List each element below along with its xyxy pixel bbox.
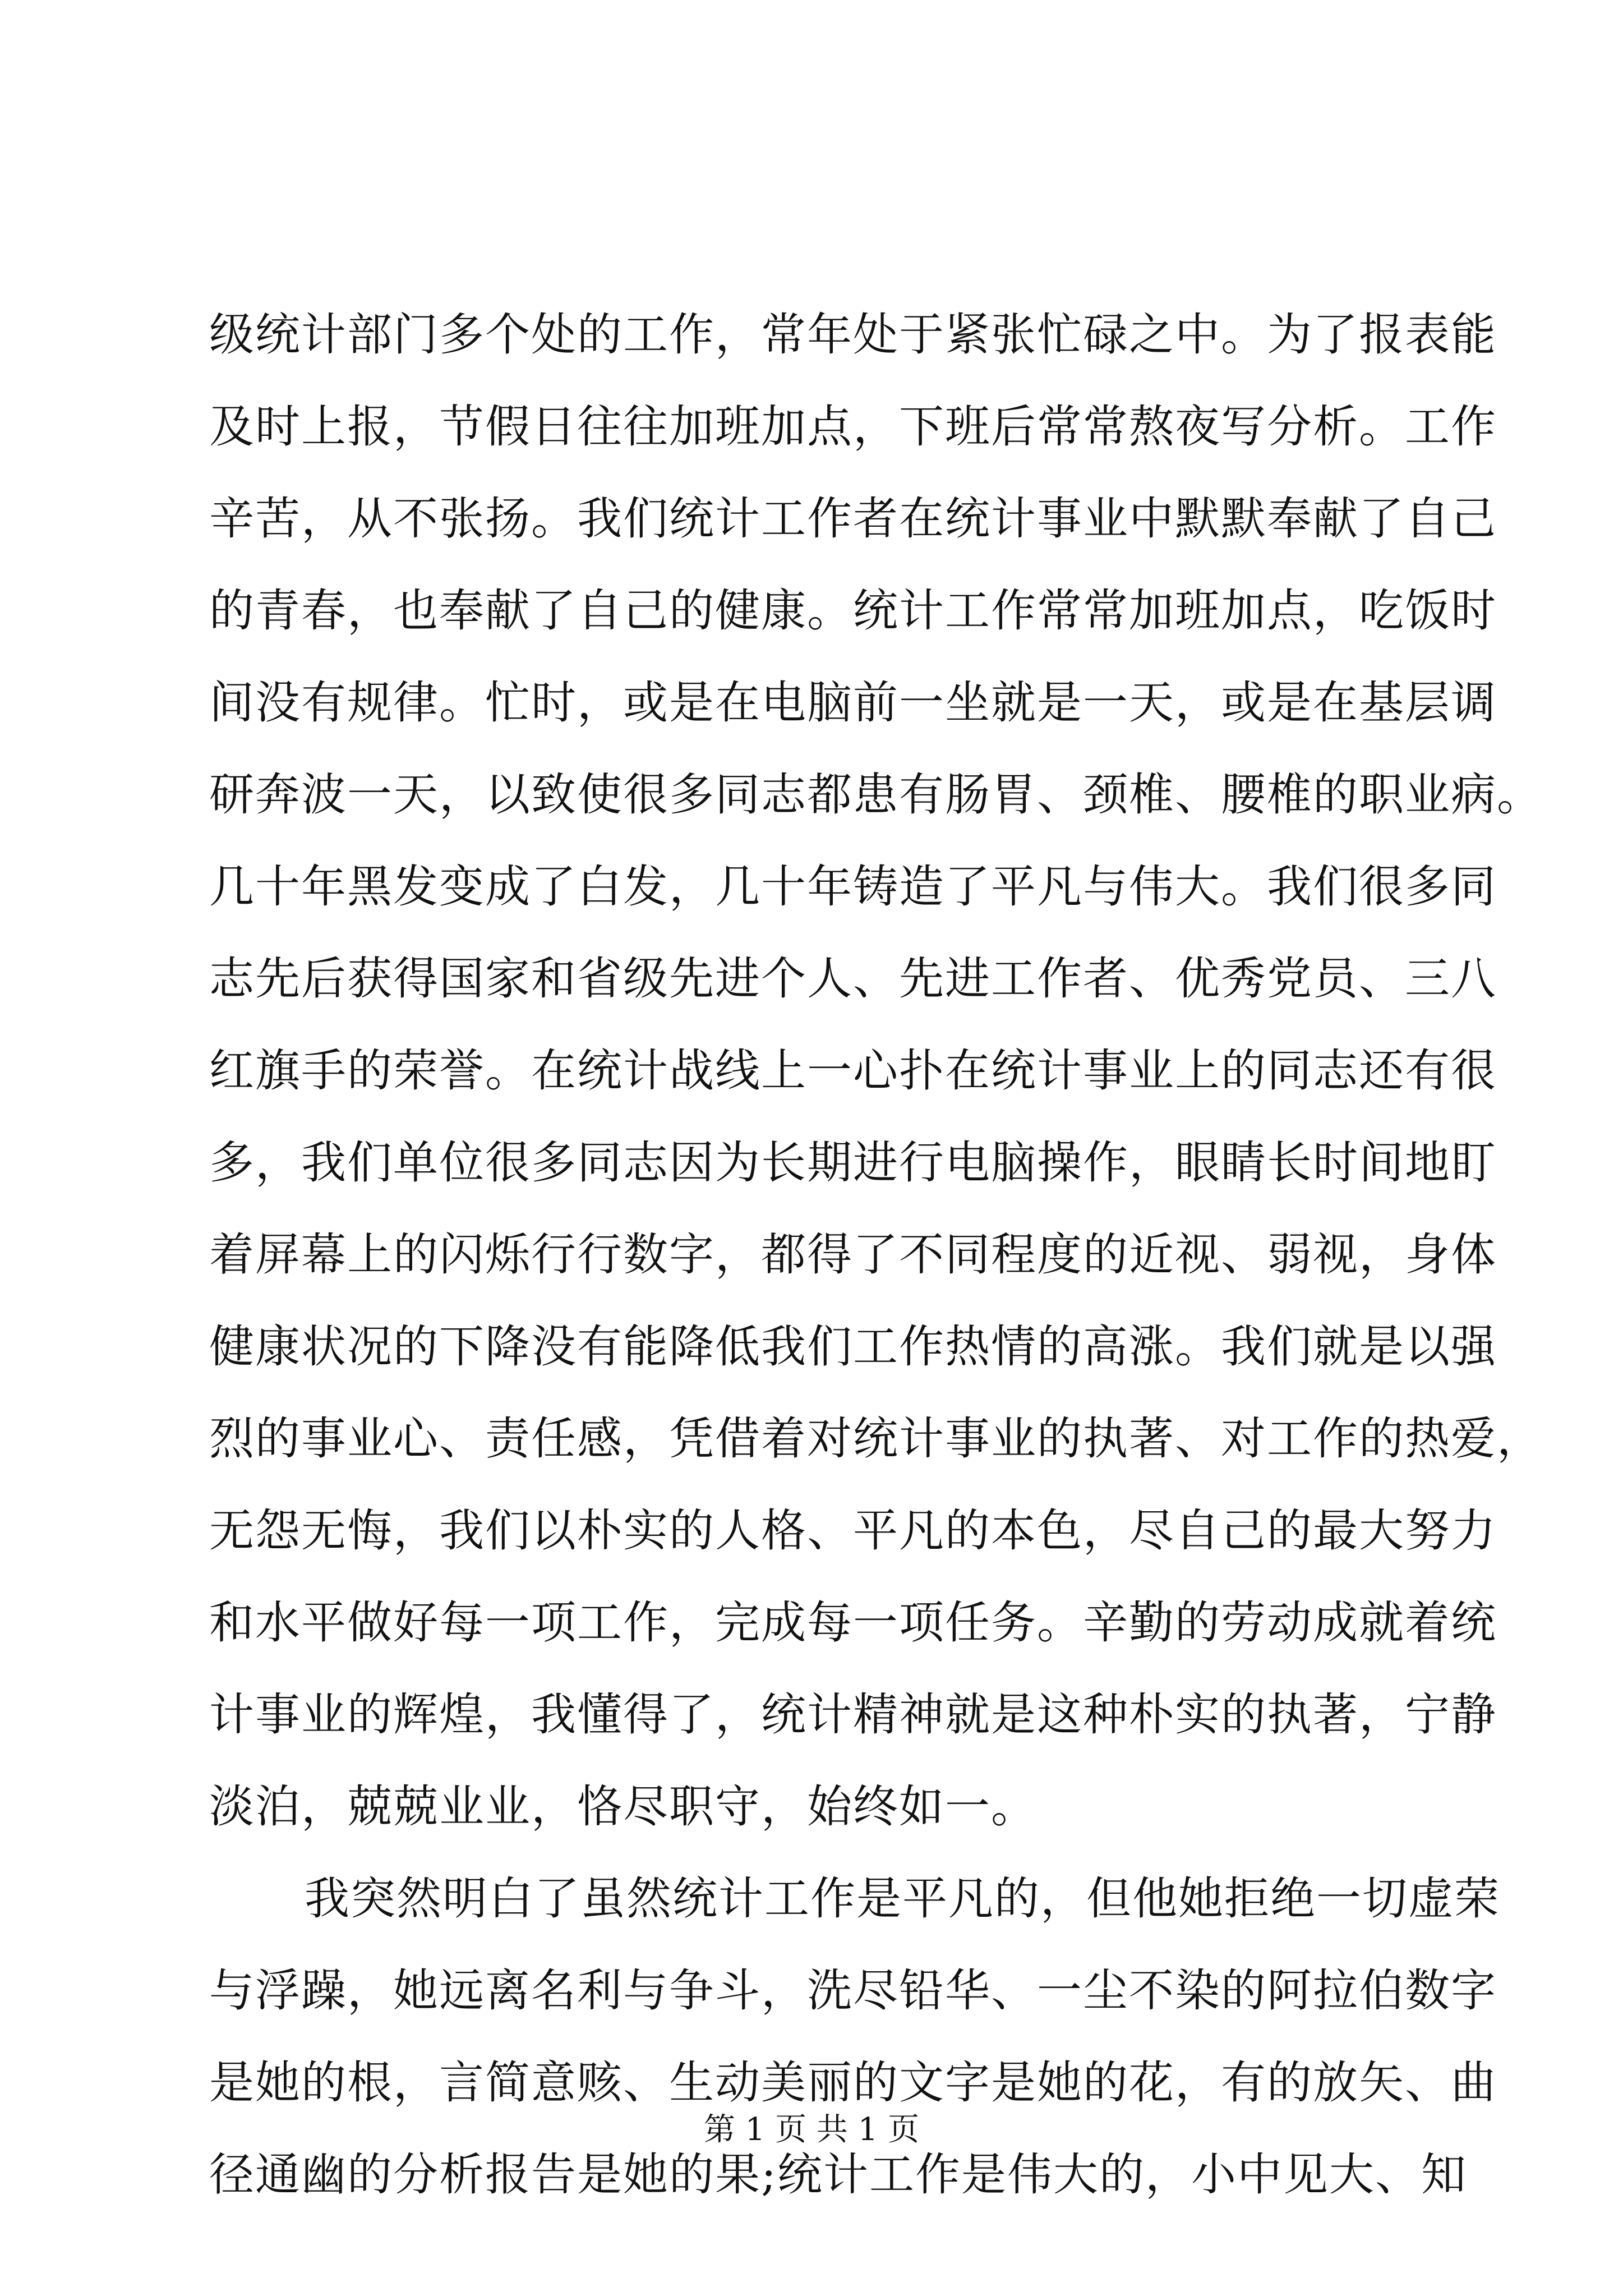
text-line: 间没有规律。忙时，或是在电脑前一坐就是一天，或是在基层调 [209,677,1497,729]
text-line: 及时上报，节假日往往加班加点，下班后常常熬夜写分析。工作 [209,401,1497,453]
text-line: 径通幽的分析报告是她的果;统计工作是伟大的，小中见大、知 [209,2148,1467,2201]
text-line: 淡泊，兢兢业业，恪尽职守，始终如一。 [209,1780,1037,1833]
text-line: 志先后获得国家和省级先进个人、先进工作者、优秀党员、三八 [209,953,1497,1005]
text-line: 的青春，也奉献了自己的健康。统计工作常常加班加点，吃饭时 [209,585,1497,637]
text-line: 烈的事业心、责任感，凭借着对统计事业的执著、对工作的热爱， [209,1412,1543,1465]
text-line: 着屏幕上的闪烁行行数字，都得了不同程度的近视、弱视，身体 [209,1228,1497,1281]
page-footer [0,2110,1623,2150]
text-line: 无怨无悔，我们以朴实的人格、平凡的本色，尽自己的最大努力 [209,1504,1497,1557]
text-line: 计事业的辉煌，我懂得了，统计精神就是这种朴实的执著，宁静 [209,1688,1497,1741]
text-line: 辛苦，从不张扬。我们统计工作者在统计事业中默默奉献了自己 [209,493,1497,545]
document-body [209,289,1543,2221]
page-number-label: 第 1 页 共 1 页 [703,2111,920,2148]
text-line: 红旗手的荣誉。在统计战线上一心扑在统计事业上的同志还有很 [209,1045,1497,1097]
text-line: 与浮躁，她远离名利与争斗，洗尽铅华、一尘不染的阿拉伯数字 [209,1964,1497,2017]
text-line: 健康状况的下降没有能降低我们工作热情的高涨。我们就是以强 [209,1320,1497,1373]
text-line: 和水平做好每一项工作，完成每一项任务。辛勤的劳动成就着统 [209,1596,1497,1649]
text-line: 多，我们单位很多同志因为长期进行电脑操作，眼睛长时间地盯 [209,1137,1497,1189]
paragraph-start-line: 我突然明白了虽然统计工作是平凡的，但他她拒绝一切虚荣 [305,1872,1500,1925]
text-line: 研奔波一天，以致使很多同志都患有肠胃、颈椎、腰椎的职业病。 [209,769,1543,821]
text-line: 几十年黑发变成了白发，几十年铸造了平凡与伟大。我们很多同 [209,861,1497,913]
text-line: 是她的根，言简意赅、生动美丽的文字是她的花，有的放矢、曲 [209,2056,1497,2109]
text-line: 级统计部门多个处的工作，常年处于紧张忙碌之中。为了报表能 [209,309,1497,361]
